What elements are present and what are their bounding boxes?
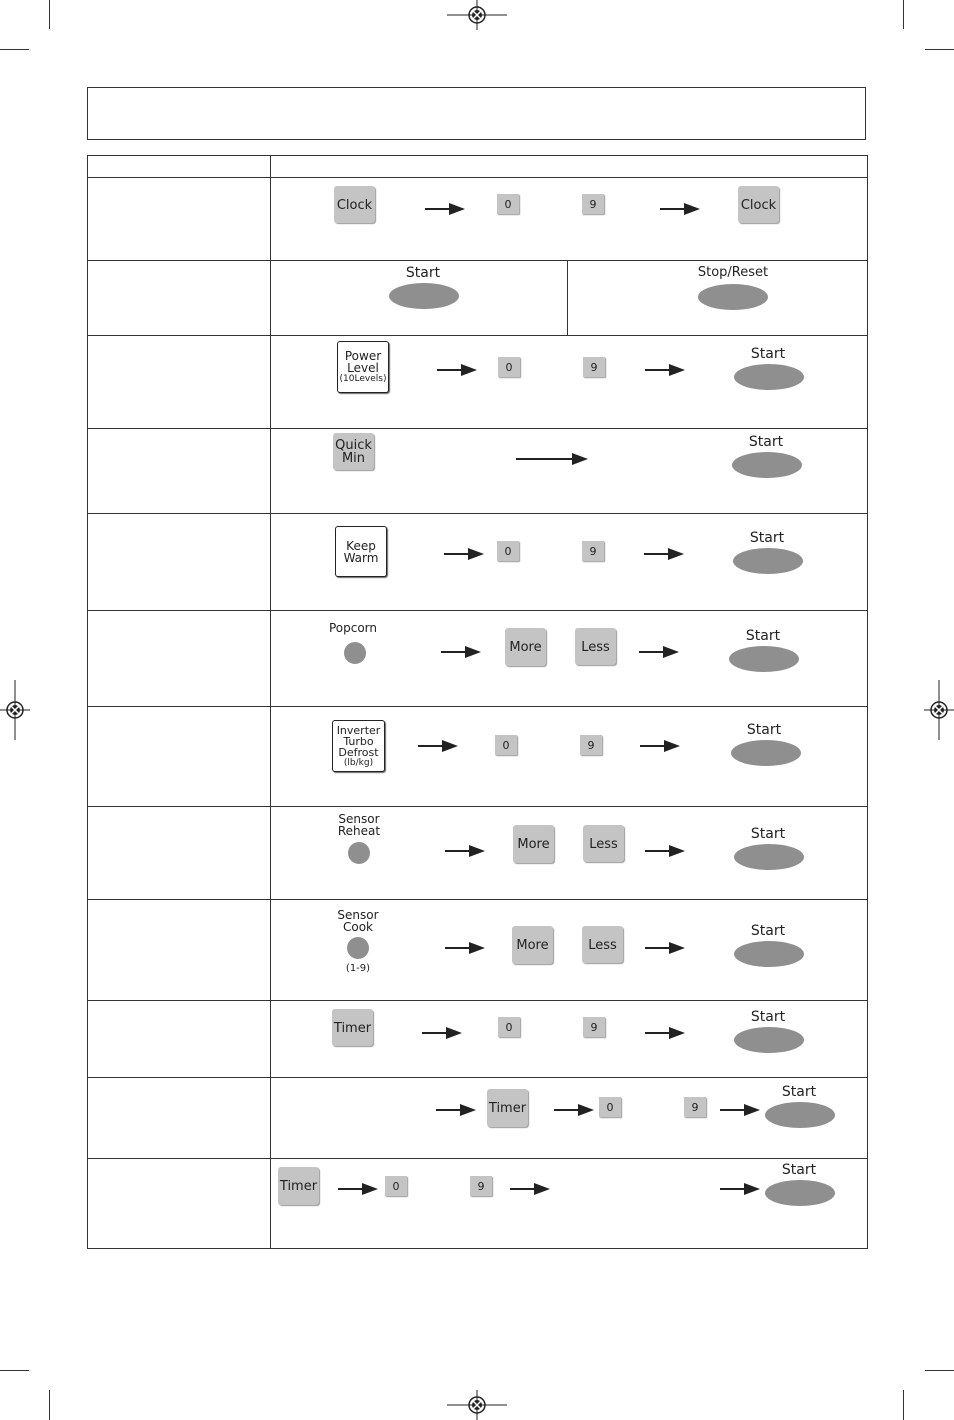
crop-mark	[0, 1370, 29, 1371]
arrow-right-icon	[640, 739, 680, 753]
more-button[interactable]: More	[505, 628, 546, 666]
row-divider	[88, 1077, 867, 1078]
number-9-button[interactable]: 9	[470, 1176, 492, 1196]
popcorn-label: Popcorn	[328, 621, 378, 635]
sensor-reheat-label-line: Sensor	[338, 812, 380, 826]
arrow-right-icon	[639, 645, 679, 659]
start-label: Start	[750, 346, 786, 362]
number-9-button[interactable]: 9	[583, 1017, 605, 1037]
sensor-cook-button[interactable]	[347, 937, 369, 959]
arrow-right-icon	[418, 739, 458, 753]
start-label: Start	[781, 1084, 817, 1100]
quick-reference-table	[87, 155, 868, 1249]
power-level-button[interactable]	[337, 341, 389, 393]
quick-min-label: Min	[341, 451, 366, 466]
start-button[interactable]	[734, 364, 804, 390]
row-divider	[88, 260, 867, 261]
start-button[interactable]	[765, 1180, 835, 1206]
less-button[interactable]: Less	[575, 628, 616, 665]
crop-mark	[903, 0, 904, 29]
row-divider	[88, 610, 867, 611]
registration-mark-icon	[447, 0, 507, 30]
start-button[interactable]	[734, 844, 804, 870]
number-9-button[interactable]: 9	[582, 194, 604, 214]
arrow-right-icon	[660, 202, 700, 216]
start-button[interactable]	[389, 283, 459, 309]
row-divider	[88, 177, 867, 178]
arrow-right-icon	[720, 1182, 760, 1196]
keep-warm-button[interactable]	[335, 526, 387, 577]
registration-mark-icon	[0, 680, 30, 740]
keep-warm-label: Warm	[343, 550, 379, 565]
start-button[interactable]	[733, 548, 803, 574]
row-divider	[88, 706, 867, 707]
power-level-sublabel: (10Levels)	[339, 374, 387, 384]
sensor-reheat-button[interactable]	[348, 842, 370, 864]
row-divider	[88, 806, 867, 807]
arrow-right-icon	[554, 1103, 594, 1117]
row-divider	[88, 899, 867, 900]
start-label: Start	[746, 722, 782, 738]
start-label: Start	[405, 265, 441, 281]
arrow-right-icon	[645, 363, 685, 377]
sensor-cook-range-label: (1-9)	[345, 963, 371, 974]
defrost-unit-label: (lb/kg)	[343, 757, 374, 768]
arrow-right-icon	[510, 1182, 550, 1196]
row-divider	[88, 335, 867, 336]
number-0-button[interactable]: 0	[498, 357, 520, 377]
inverter-turbo-defrost-button[interactable]	[332, 720, 385, 772]
number-0-button[interactable]: 0	[495, 735, 517, 755]
number-0-button[interactable]: 0	[385, 1176, 407, 1196]
title-box	[87, 87, 866, 140]
start-label: Start	[750, 826, 786, 842]
defrost-label: Defrost	[338, 745, 379, 759]
number-9-button[interactable]: 9	[582, 541, 604, 561]
stop-reset-button[interactable]	[698, 284, 768, 310]
arrow-right-icon	[445, 844, 485, 858]
number-0-button[interactable]: 0	[599, 1097, 621, 1117]
sensor-reheat-label-line: Reheat	[337, 824, 381, 838]
start-button[interactable]	[732, 452, 802, 478]
start-button[interactable]	[734, 941, 804, 967]
power-level-label: Level	[347, 361, 379, 375]
arrow-right-icon	[645, 941, 685, 955]
arrow-right-icon	[516, 452, 588, 466]
keep-warm-label: Keep	[346, 538, 376, 553]
cell-divider	[567, 260, 568, 336]
arrow-right-icon	[425, 202, 465, 216]
quick-min-button[interactable]	[333, 433, 374, 470]
number-0-button[interactable]: 0	[498, 1017, 520, 1037]
arrow-right-icon	[338, 1182, 378, 1196]
sensor-cook-label-line: Sensor	[337, 908, 379, 922]
crop-mark	[49, 0, 50, 29]
more-button[interactable]: More	[513, 825, 554, 863]
popcorn-button[interactable]	[344, 642, 366, 664]
number-9-button[interactable]: 9	[684, 1097, 706, 1117]
arrow-right-icon	[644, 547, 684, 561]
stop-reset-label: Stop/Reset	[697, 265, 769, 280]
row-divider	[88, 428, 867, 429]
crop-mark	[925, 1370, 954, 1371]
arrow-right-icon	[444, 547, 484, 561]
less-button[interactable]: Less	[583, 825, 624, 862]
arrow-right-icon	[437, 363, 477, 377]
start-label: Start	[750, 1009, 786, 1025]
sensor-reheat-label	[324, 813, 394, 837]
row-divider	[88, 1000, 867, 1001]
arrow-right-icon	[720, 1103, 760, 1117]
defrost-label: Inverter	[336, 723, 381, 737]
start-label: Start	[748, 434, 784, 450]
start-button[interactable]	[729, 646, 799, 672]
arrow-right-icon	[441, 645, 481, 659]
less-button[interactable]: Less	[582, 926, 623, 963]
more-button[interactable]: More	[512, 926, 553, 964]
clock-button[interactable]: Clock	[738, 186, 779, 223]
row-divider	[88, 513, 867, 514]
crop-mark	[903, 1390, 904, 1420]
timer-button[interactable]: Timer	[487, 1089, 528, 1127]
defrost-label: Turbo	[343, 734, 374, 748]
crop-mark	[0, 49, 29, 50]
number-0-button[interactable]: 0	[497, 541, 519, 561]
number-9-button[interactable]: 9	[583, 357, 605, 377]
number-0-button[interactable]: 0	[497, 194, 519, 214]
sensor-cook-label	[323, 909, 393, 933]
registration-mark-icon	[924, 680, 954, 740]
number-9-button[interactable]: 9	[580, 735, 602, 755]
start-label: Start	[750, 923, 786, 939]
row-divider	[88, 1158, 867, 1159]
timer-button[interactable]: Timer	[332, 1009, 373, 1046]
crop-mark	[925, 49, 954, 50]
registration-mark-icon	[447, 1390, 507, 1420]
timer-button[interactable]: Timer	[278, 1167, 319, 1205]
column-divider	[270, 156, 271, 1248]
arrow-right-icon	[445, 941, 485, 955]
start-label: Start	[781, 1162, 817, 1178]
start-label: Start	[745, 628, 781, 644]
quick-min-label: Quick	[335, 438, 372, 453]
arrow-right-icon	[422, 1026, 462, 1040]
arrow-right-icon	[436, 1103, 476, 1117]
start-label: Start	[749, 530, 785, 546]
start-button[interactable]	[731, 740, 801, 766]
crop-mark	[49, 1390, 50, 1420]
arrow-right-icon	[645, 844, 685, 858]
power-level-label: Power	[344, 349, 382, 363]
start-button[interactable]	[734, 1027, 804, 1053]
arrow-right-icon	[645, 1026, 685, 1040]
clock-button[interactable]: Clock	[334, 186, 375, 223]
sensor-cook-label-line: Cook	[342, 920, 373, 934]
start-button[interactable]	[765, 1102, 835, 1128]
